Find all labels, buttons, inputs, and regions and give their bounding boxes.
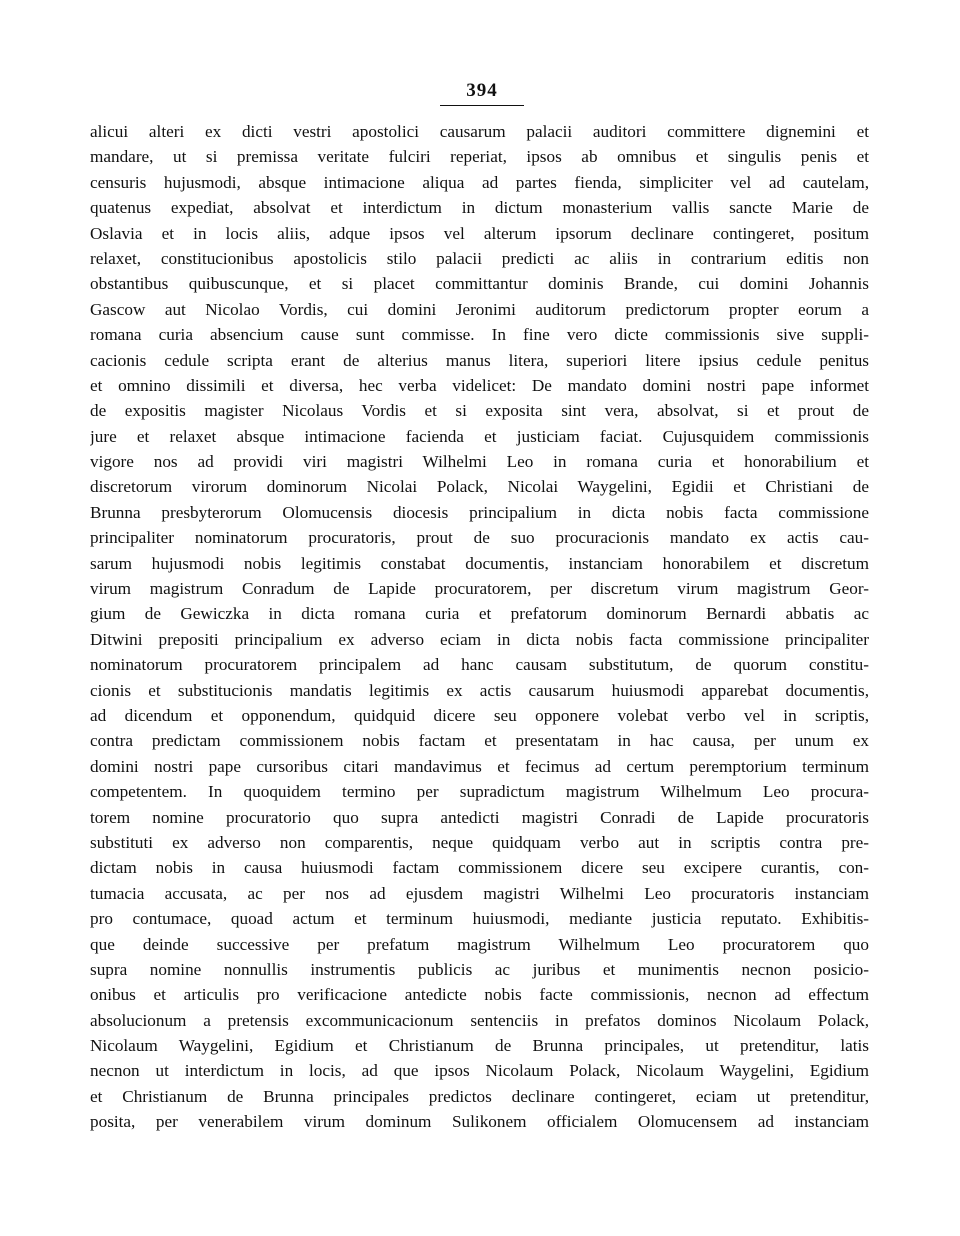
text-line: posita, per venerabilem virum dominum Sulikonem officialem Olomucensem ad instanciam — [90, 1112, 869, 1132]
text-line: contra predictam commissionem nobis factam et presentatam in hac causa, per unum ex — [90, 731, 869, 751]
text-line: romana curia absencium cause sunt commisse. In fine vero dicte commissionis sive suppli- — [90, 325, 869, 345]
text-line: et Christianum de Brunna principales predictos declinare contingeret, eciam ut pretenditur, — [90, 1086, 869, 1106]
text-line: pro contumace, quoad actum et terminum huiusmodi, mediante justicia reputato. Exhibitis- — [90, 909, 869, 929]
text-line: Nicolaum Waygelini, Egidium et Christianum de Brunna principales, ut pretenditur, latis — [90, 1036, 869, 1056]
text-line: mandare, ut si premissa veritate fulciri reperiat, ipsos ab omnibus et singulis penis et — [90, 147, 869, 167]
page-number: 394 — [466, 80, 498, 101]
text-line: dictam nobis in causa huiusmodi factam commissionem dicere seu excipere curantis, con- — [90, 858, 869, 878]
text-line: et omnino dissimili et diversa, hec verba videlicet: De mandato domini nostri pape informet — [90, 375, 869, 395]
text-line: sarum hujusmodi nobis legitimis constabat documentis, instanciam honorabilem et discretum — [90, 553, 869, 573]
text-line: nominatorum procuratorem principalem ad hanc causam substitutum, de quorum constitu- — [90, 655, 869, 675]
text-line: Ditwini prepositi principalium ex adverso eciam in dicta nobis facta commissione principaliter — [90, 629, 869, 649]
text-line: domini nostri pape cursoribus citari mandavimus et fecimus ad certum peremptorium terminum — [90, 756, 869, 776]
text-line: discretorum virorum dominorum Nicolai Polack, Nicolai Waygelini, Egidii et Christiani de — [90, 477, 869, 497]
text-line: relaxet, constitucionibus apostolicis stilo palacii predicti ac aliis in contrarium editis non — [90, 248, 869, 268]
text-line: quatenus expediat, absolvat et interdictum in dictum monasterium vallis sancte Marie de — [90, 198, 869, 218]
text-line: jure et relaxet absque intimacione facienda et justiciam faciat. Cujusquidem commissionis — [90, 426, 869, 446]
text-line: onibus et articulis pro verificacione antedicte nobis facte commissionis, necnon ad effectum — [90, 985, 869, 1005]
text-line: de expositis magister Nicolaus Vordis et si exposita sint vera, absolvat, si et prout de — [90, 401, 869, 421]
text-line: que deinde successive per prefatum magistrum Wilhelmum Leo procuratorem quo — [90, 934, 869, 954]
text-line: principaliter nominatorum procuratoris, prout de suo procuracionis mandato ex actis cau- — [90, 528, 869, 548]
text-line: necnon ut interdictum in locis, ad que ipsos Nicolaum Polack, Nicolaum Waygelini, Egidium — [90, 1061, 869, 1081]
text-line: supra nomine nonnullis instrumentis publicis ac juribus et munimentis necnon posicio- — [90, 959, 869, 979]
page-number-rule — [440, 105, 524, 106]
text-line: Gascow aut Nicolao Vordis, cui domini Jeronimi auditorum predictorum propter eorum a — [90, 299, 869, 319]
text-line: Oslavia et in locis aliis, adque ipsos vel alterum ipsorum declinare contingeret, positum — [90, 223, 869, 243]
text-line: virum magistrum Conradum de Lapide procuratorem, per discretum virum magistrum Geor- — [90, 579, 869, 599]
text-line: tumacia accusata, ac per nos ad ejusdem magistri Wilhelmi Leo procuratoris instanciam — [90, 883, 869, 903]
text-line: alicui alteri ex dicti vestri apostolici causarum palacii auditori committere dignemini et — [90, 122, 869, 141]
text-line: torem nomine procuratorio quo supra antedicti magistri Conradi de Lapide procuratoris — [90, 807, 869, 827]
text-line: Brunna presbyterorum Olomucensis diocesis principalium in dicta nobis facta commissione — [90, 502, 869, 522]
text-line: obstantibus quibuscunque, et si placet committantur dominis Brande, cui domini Johannis — [90, 274, 869, 294]
text-line: cacionis cedule scripta erant de alterius manus litera, superiori litere ipsius cedule penitus — [90, 350, 869, 370]
text-line: censuris hujusmodi, absque intimacione aliqua ad partes fienda, simpliciter vel ad cautelam, — [90, 172, 869, 192]
text-line: competentem. In quoquidem termino per supradictum magistrum Wilhelmum Leo procura- — [90, 782, 869, 802]
text-line: gium de Gewiczka in dicta romana curia et prefatorum dominorum Bernardi abbatis ac — [90, 604, 869, 624]
text-line: cionis et substitucionis mandatis legitimis ex actis causarum huiusmodi apparebat documentis, — [90, 680, 869, 700]
text-line: absolucionum a pretensis excommunicacionum sentenciis in prefatos dominos Nicolaum Polack, — [90, 1010, 869, 1030]
text-line: vigore nos ad providi viri magistri Wilhelmi Leo in romana curia et honorabilium et — [90, 452, 869, 472]
body-text — [90, 119, 869, 1135]
text-line: ad dicendum et opponendum, quidquid dicere seu opponere volebat verbo vel in scriptis, — [90, 705, 869, 725]
text-line: substituti ex adverso non comparentis, neque quidquam verbo aut in scriptis contra pre- — [90, 832, 869, 852]
